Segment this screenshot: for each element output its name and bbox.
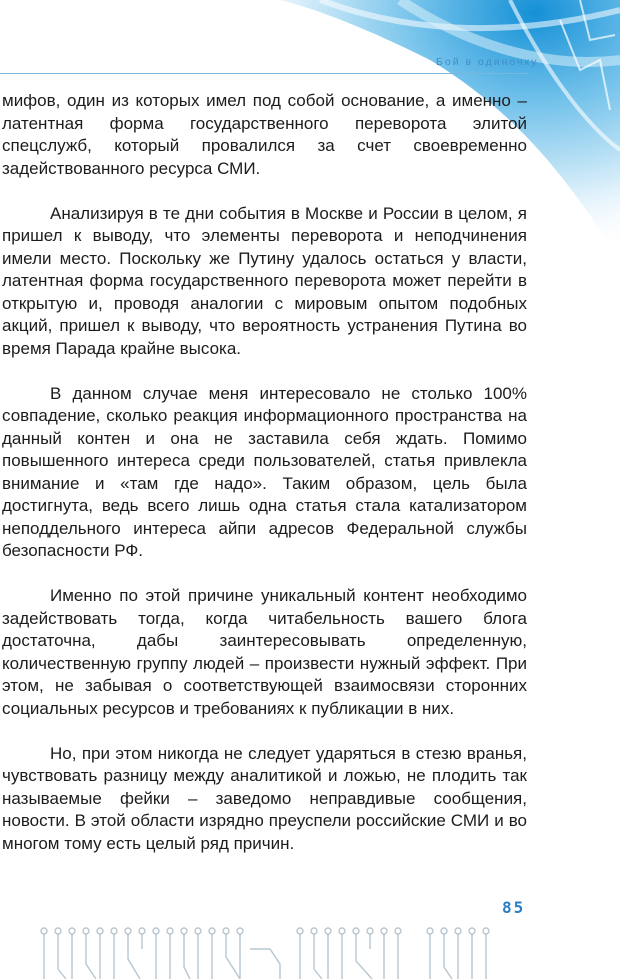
paragraph: мифов, один из которых имел под собой основание, а именно – латентная форма государственного переворота элитой спецслужб, который провалился за счет своевременно задействованного ресурса СМИ. xyxy=(2,91,527,178)
running-title: Бой в одиночку xyxy=(436,56,539,68)
header-rule xyxy=(0,73,528,74)
body-text xyxy=(2,90,527,855)
circuit-decoration xyxy=(0,919,620,979)
page-number: 85 xyxy=(502,898,526,917)
paragraph: Анализируя в те дни события в Москве и России в целом, я пришел к выводу, что элементы переворота и неподчинения имели место. Поскольку же Путину удалось остаться у власти, латентная форма государственного переворота может перейти в открытую и, проводя аналогии с мировым опытом подобных акций, пришел к выводу, что вероятность устранения Путина во время Парада крайне высока. xyxy=(2,203,527,358)
paragraph: В данном случае меня интересовало не столько 100% совпадение, сколько реакция информационного пространства на данный контен и она не заставила себя ждать. Помимо повышенного интереса среди пользователей, статья привлекла внимание и «там где надо». Таким образом, цель была достигнута, ведь всего лишь одна статья стала катализатором неподдельного интереса айпи адресов Федеральной службы безопасности РФ. xyxy=(2,383,527,560)
paragraph: Но, при этом никогда не следует ударяться в стезю вранья, чувствовать разницу между аналитикой и ложью, не плодить так называемые фейки – заведомо неправдивые сообщения, новости. В этой области изрядно преуспели российские СМИ и во многом тому есть целый ряд причин. xyxy=(2,743,527,853)
paragraph: Именно по этой причине уникальный контент необходимо задействовать тогда, когда читабельность вашего блога достаточна, дабы заинтересовывать определенную, количественную группу людей – произвести нужный эффект. При этом, не забывая о соответствующей взаимосвязи сторонних социальных ресурсов и требованиях к публикации в них. xyxy=(2,586,527,718)
